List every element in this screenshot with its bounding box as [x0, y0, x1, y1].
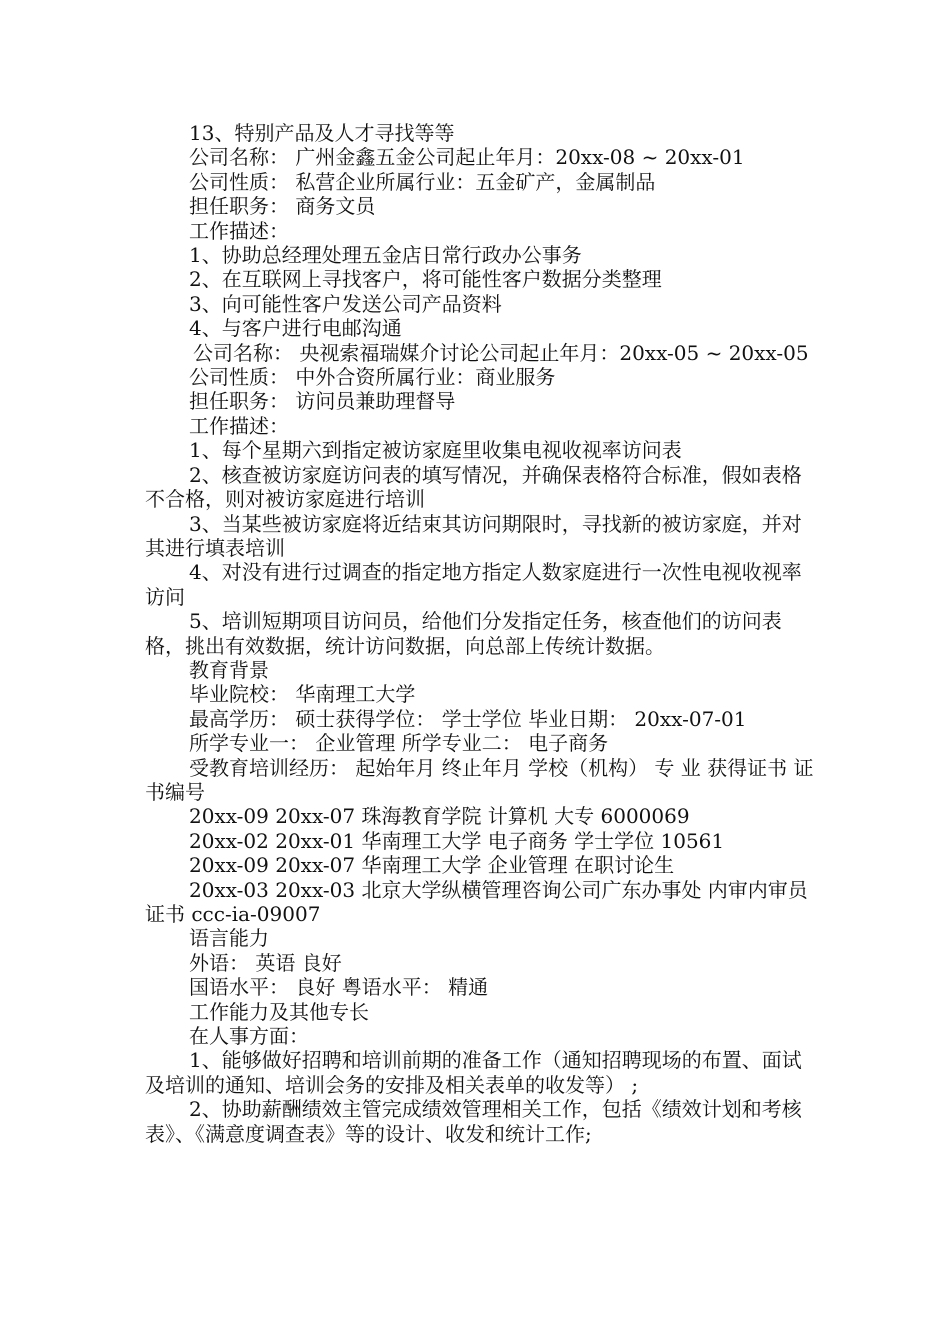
text-line: 20xx-09 20xx-07 珠海教育学院 计算机 大专 6000069 [189, 804, 690, 829]
text-line: 国语水平： 良好 粤语水平： 精通 [189, 975, 489, 1000]
section-heading: 工作能力及其他专长 [189, 999, 369, 1024]
text-line: 最高学历： 硕士获得学位： 学士学位 毕业日期： 20xx-07-01 [189, 706, 747, 731]
text-line: 2、在互联网上寻找客户，将可能性客户数据分类整理 [189, 267, 662, 292]
text-line: 工作描述： [189, 413, 289, 438]
text-line: 2、协助薪酬绩效主管完成绩效管理相关工作，包括《绩效计划和考核表》、《满意度调查表》等的设计、收发和统计工作; [145, 1097, 802, 1146]
text-line: 1、协助总经理处理五金店日常行政办公事务 [189, 243, 582, 268]
section-heading: 语言能力 [189, 926, 269, 951]
text-line: 外语： 英语 良好 [189, 950, 342, 975]
text-line: 担任职务： 访问员兼助理督导 [189, 389, 456, 414]
resume-body [145, 121, 815, 1146]
text-line: 20xx-02 20xx-01 华南理工大学 电子商务 学士学位 10561 [189, 828, 725, 853]
text-line: 4、对没有进行过调查的指定地方指定人数家庭进行一次性电视收视率访问 [145, 560, 802, 609]
text-line: 3、当某些被访家庭将近结束其访问期限时，寻找新的被访家庭，并对其进行填表培训 [145, 511, 802, 560]
text-line: 1、能够做好招聘和培训前期的准备工作（通知招聘现场的布置、面试及培训的通知、培训会务的安排及相关表单的收发等） ; [145, 1048, 802, 1097]
text-line: 公司性质： 中外合资所属行业：商业服务 [189, 365, 556, 390]
text-line: 1、每个星期六到指定被访家庭里收集电视收视率访问表 [189, 438, 682, 463]
text-line: 4、与客户进行电邮沟通 [189, 316, 402, 341]
text-line: 公司性质： 私营企业所属行业：五金矿产，金属制品 [189, 169, 656, 194]
text-line: 毕业院校： 华南理工大学 [189, 682, 416, 707]
text-line: 20xx-09 20xx-07 华南理工大学 企业管理 在职讨论生 [189, 853, 675, 878]
text-line: 3、向可能性客户发送公司产品资料 [189, 291, 502, 316]
text-line: 工作描述： [189, 218, 289, 243]
text-line: 公司名称： 广州金鑫五金公司起止年月：20xx-08 ~ 20xx-01 [189, 145, 745, 170]
section-heading: 教育背景 [189, 657, 269, 682]
text-line: 20xx-03 20xx-03 北京大学纵横管理咨询公司广东办事处 内审内审员证书 ccc-ia-09007 [145, 877, 808, 926]
text-line: 5、培训短期项目访问员，给他们分发指定任务，核查他们的访问表格，挑出有效数据，统计访问数据，向总部上传统计数据。 [145, 609, 782, 658]
text-line: 2、核查被访家庭访问表的填写情况，并确保表格符合标准，假如表格不合格，则对被访家庭进行培训 [145, 462, 802, 512]
text-line: 受教育培训经历： 起始年月 终止年月 学校（机构） 专 业 获得证书 证书编号 [145, 755, 814, 804]
text-line: 公司名称： 央视索福瑞媒介讨论公司起止年月：20xx-05 ~ 20xx-05 [193, 340, 809, 365]
text-line: 所学专业一： 企业管理 所学专业二： 电子商务 [189, 731, 609, 756]
text-line: 在人事方面： [189, 1024, 309, 1049]
text-line: 担任职务： 商务文员 [189, 194, 376, 219]
text-line: 13、特别产品及人才寻找等等 [189, 121, 455, 145]
